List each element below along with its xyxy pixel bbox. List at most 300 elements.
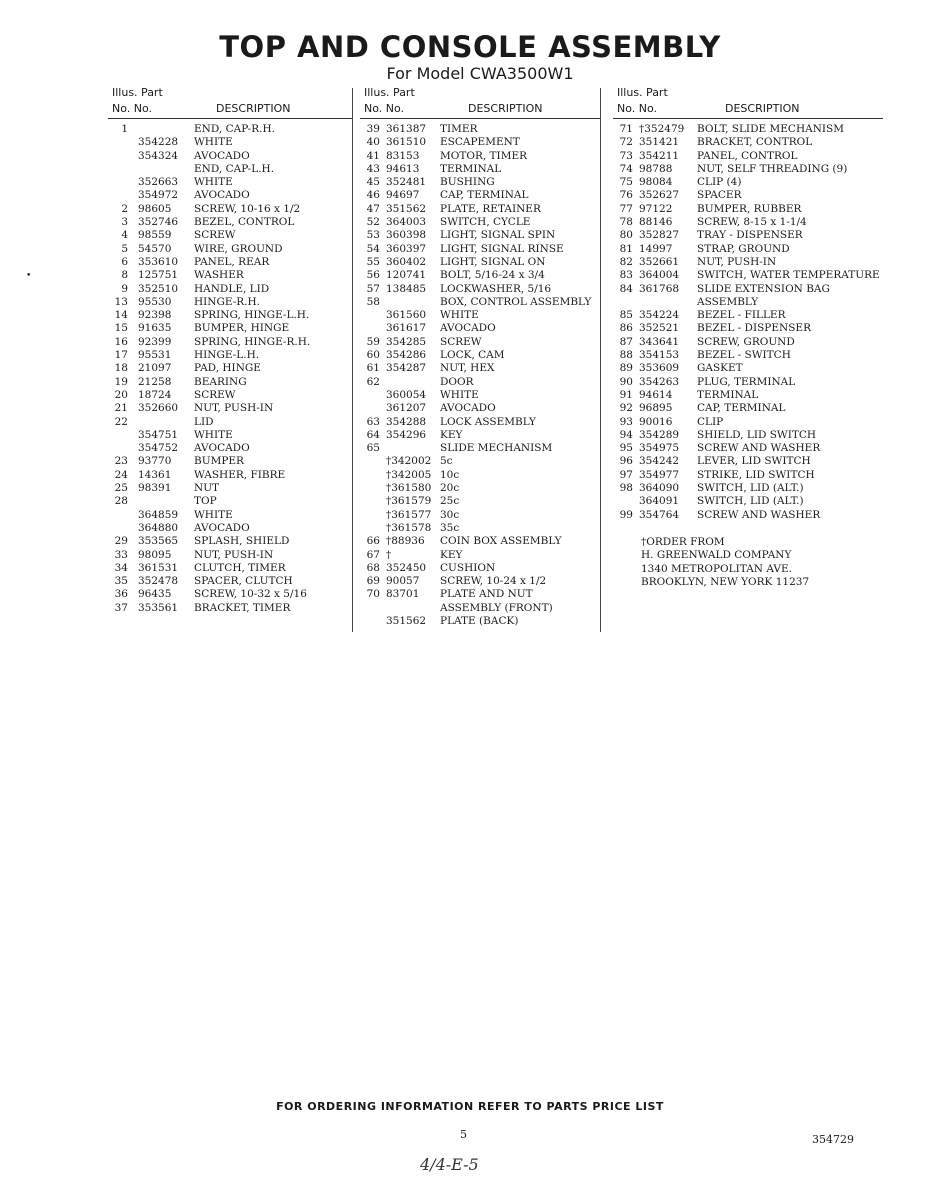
illus-number: 54	[366, 242, 380, 255]
part-description: ASSEMBLY	[697, 295, 759, 308]
part-row	[360, 429, 600, 442]
part-row	[108, 549, 352, 562]
part-description: KEY	[440, 428, 463, 441]
part-description: AVOCADO	[440, 402, 496, 415]
part-number: 353609	[639, 362, 680, 375]
part-row	[108, 522, 352, 535]
part-description: SCREW	[194, 388, 236, 401]
part-description: 30c	[440, 508, 460, 521]
part-row	[360, 615, 600, 628]
part-number: 354288	[386, 415, 427, 428]
part-row	[108, 562, 352, 575]
part-description: NUT, PUSH-IN	[194, 402, 274, 415]
illus-number: 9	[121, 282, 128, 295]
part-number: 354242	[639, 455, 680, 468]
illus-number: 86	[619, 322, 633, 335]
part-row	[613, 309, 883, 322]
part-number: 352827	[639, 229, 680, 242]
part-row	[360, 309, 600, 322]
part-description: SPRING, HINGE-L.H.	[194, 309, 310, 322]
illus-number: 88	[619, 349, 633, 362]
part-row	[108, 495, 352, 508]
illus-number: 41	[366, 149, 380, 162]
part-description: BEZEL - FILLER	[697, 309, 786, 322]
illus-number: 40	[366, 136, 380, 149]
part-row	[360, 402, 600, 415]
ordering-footer: FOR ORDERING INFORMATION REFER TO PARTS PRICE LIST	[276, 1100, 664, 1113]
illus-number: 82	[619, 255, 633, 268]
illus-number: 70	[366, 588, 380, 601]
part-description: COIN BOX ASSEMBLY	[440, 535, 562, 548]
column-divider	[352, 88, 353, 632]
part-description: SCREW, 10-32 x 5/16	[194, 588, 307, 601]
part-row	[108, 455, 352, 468]
part-row	[360, 495, 600, 508]
illus-number: 83	[619, 269, 633, 282]
part-number: 354286	[386, 349, 427, 362]
illus-number: 43	[366, 162, 380, 175]
part-row	[613, 322, 883, 335]
part-description: NUT, HEX	[440, 362, 495, 375]
part-row	[360, 283, 600, 296]
part-number: 98095	[138, 548, 172, 561]
part-description: 5c	[440, 455, 453, 468]
part-number: 125751	[138, 269, 179, 282]
part-number: 352450	[386, 561, 427, 574]
part-number: 18724	[138, 388, 172, 401]
part-row	[613, 495, 883, 508]
illus-number: 96	[619, 455, 633, 468]
part-description: HINGE-R.H.	[194, 295, 261, 308]
header-description: DESCRIPTION	[216, 102, 291, 115]
illus-number: 47	[366, 202, 380, 215]
part-row	[108, 509, 352, 522]
header-illus: Illus. Part	[364, 86, 415, 99]
part-description: SPLASH, SHIELD	[194, 535, 290, 548]
illus-number: 36	[114, 588, 128, 601]
illus-number: 25	[114, 482, 128, 495]
part-number: 364091	[639, 495, 680, 508]
illus-number: 56	[366, 269, 380, 282]
part-number: 354285	[386, 335, 427, 348]
part-number: 354751	[138, 428, 179, 441]
part-number: 94614	[639, 388, 673, 401]
part-description: AVOCADO	[194, 521, 250, 534]
illus-number: 98	[619, 482, 633, 495]
illus-number: 85	[619, 309, 633, 322]
part-number: 352627	[639, 189, 680, 202]
part-description: AVOCADO	[194, 149, 250, 162]
part-number: 93770	[138, 455, 172, 468]
illus-number: 99	[619, 508, 633, 521]
illus-number: 5	[121, 242, 128, 255]
illus-number: 17	[114, 349, 128, 362]
part-description: BUMPER, RUBBER	[697, 202, 802, 215]
part-number: 364003	[386, 216, 427, 229]
part-number: 361560	[386, 309, 427, 322]
part-description: WASHER, FIBRE	[194, 468, 286, 481]
order-from-line: †ORDER FROM	[641, 535, 725, 548]
part-row	[108, 229, 352, 242]
illus-number: 29	[114, 535, 128, 548]
part-number: 361387	[386, 123, 427, 135]
part-description: ESCAPEMENT	[440, 136, 520, 149]
part-number: 354211	[639, 149, 680, 162]
part-description: BRACKET, CONTROL	[697, 136, 813, 149]
part-description: HANDLE, LID	[194, 282, 270, 295]
part-number: 364859	[138, 508, 179, 521]
part-number: 354752	[138, 442, 179, 455]
part-row	[613, 256, 883, 269]
part-number: 98788	[639, 162, 673, 175]
part-number: 351562	[386, 614, 427, 627]
part-row	[108, 216, 352, 229]
part-number: 95530	[138, 295, 172, 308]
part-number: 354224	[639, 309, 680, 322]
illus-number: 6	[121, 255, 128, 268]
part-description: CAP, TERMINAL	[697, 402, 786, 415]
part-number: 95531	[138, 349, 172, 362]
part-number: 98084	[639, 176, 673, 189]
part-number: 88146	[639, 216, 673, 229]
parts-column-3	[613, 86, 883, 589]
part-description: 10c	[440, 468, 460, 481]
illus-number: 94	[619, 428, 633, 441]
part-number: 96895	[639, 402, 673, 415]
illus-number: 53	[366, 229, 380, 242]
part-description: BEZEL - DISPENSER	[697, 322, 811, 335]
part-description: SCREW	[440, 335, 482, 348]
illus-number: 59	[366, 335, 380, 348]
part-row	[108, 602, 352, 615]
part-description: BUMPER, HINGE	[194, 322, 290, 335]
part-description: ASSEMBLY (FRONT)	[440, 601, 553, 614]
part-number: 83153	[386, 149, 420, 162]
part-number: 364090	[639, 482, 680, 495]
parts-list	[360, 123, 600, 628]
part-row	[108, 283, 352, 296]
part-row	[360, 362, 600, 375]
part-description: SPRING, HINGE-R.H.	[194, 335, 311, 348]
illus-number: 20	[114, 388, 128, 401]
part-description: SLIDE MECHANISM	[440, 442, 553, 455]
part-description: SCREW	[194, 229, 236, 242]
illus-number: 90	[619, 375, 633, 388]
part-row	[613, 429, 883, 442]
part-number: 352663	[138, 176, 179, 189]
illus-number: 84	[619, 282, 633, 295]
part-description: SCREW AND WASHER	[697, 442, 821, 455]
part-number: 354263	[639, 375, 680, 388]
part-number: 138485	[386, 282, 427, 295]
part-number: 92399	[138, 335, 172, 348]
order-from-line: BROOKLYN, NEW YORK 11237	[641, 575, 810, 588]
part-number: †361578	[386, 521, 432, 534]
part-row	[108, 269, 352, 282]
part-number: 97122	[639, 202, 673, 215]
part-description: AVOCADO	[440, 322, 496, 335]
part-number: 360402	[386, 255, 427, 268]
part-number: 354228	[138, 136, 179, 149]
illus-number: 55	[366, 255, 380, 268]
part-description: SCREW, 10-24 x 1/2	[440, 575, 547, 588]
illus-number: 61	[366, 362, 380, 375]
part-row	[108, 309, 352, 322]
part-row	[360, 588, 600, 601]
illus-number: 4	[121, 229, 128, 242]
model-subtitle: For Model CWA3500W1	[386, 64, 574, 83]
part-description: WASHER	[194, 269, 244, 282]
part-description: PLATE (BACK)	[440, 614, 519, 627]
page-title: TOP AND CONSOLE ASSEMBLY	[219, 30, 721, 64]
illus-number: 52	[366, 216, 380, 229]
illus-number: 75	[619, 176, 633, 189]
illus-number: 77	[619, 202, 633, 215]
part-number: 364880	[138, 521, 179, 534]
illus-number: 39	[366, 123, 380, 135]
parts-column-1	[108, 86, 352, 615]
part-row	[108, 482, 352, 495]
part-description: END, CAP-R.H.	[194, 123, 275, 135]
header-description: DESCRIPTION	[468, 102, 543, 115]
illus-number: 68	[366, 561, 380, 574]
part-row	[613, 163, 883, 176]
part-row	[360, 296, 600, 309]
part-row	[360, 549, 600, 562]
part-row	[108, 588, 352, 601]
parts-list	[613, 123, 883, 522]
part-row	[108, 469, 352, 482]
part-row	[108, 136, 352, 149]
illus-number: 2	[121, 202, 128, 215]
part-row	[360, 562, 600, 575]
part-description: BUSHING	[440, 176, 495, 189]
illus-number: 65	[366, 442, 380, 455]
illus-number: 67	[366, 548, 380, 561]
header-illus: Illus. Part	[617, 86, 668, 99]
part-number: 98559	[138, 229, 172, 242]
part-row	[360, 442, 600, 455]
header-no: No. No.	[364, 102, 405, 115]
part-row	[360, 416, 600, 429]
part-description: NUT, SELF THREADING (9)	[697, 162, 848, 175]
part-row	[613, 482, 883, 495]
part-row	[613, 216, 883, 229]
part-row	[108, 575, 352, 588]
part-row	[108, 256, 352, 269]
part-number: 14361	[138, 468, 172, 481]
part-description: PANEL, REAR	[194, 255, 270, 268]
illus-number: 74	[619, 162, 633, 175]
illus-number: 46	[366, 189, 380, 202]
part-row	[613, 203, 883, 216]
illus-number: 93	[619, 415, 633, 428]
illus-number: 13	[114, 295, 128, 308]
part-number: 90016	[639, 415, 673, 428]
part-description: WHITE	[194, 176, 233, 189]
illus-number: 57	[366, 282, 380, 295]
part-description: SCREW, 10-16 x 1/2	[194, 202, 301, 215]
parts-column-2	[360, 86, 600, 628]
part-number: 21097	[138, 362, 172, 375]
part-row	[360, 150, 600, 163]
part-number: 361207	[386, 402, 427, 415]
illus-number: 80	[619, 229, 633, 242]
part-row	[613, 349, 883, 362]
illus-number: 62	[366, 375, 380, 388]
illus-number: 22	[114, 415, 128, 428]
part-number: 343641	[639, 335, 680, 348]
part-description: CLUTCH, TIMER	[194, 561, 286, 574]
part-number: 354764	[639, 508, 680, 521]
part-number: 354296	[386, 428, 427, 441]
part-number: †88936	[386, 535, 425, 548]
part-description: TRAY - DISPENSER	[697, 229, 803, 242]
part-number: 91635	[138, 322, 172, 335]
part-row	[613, 283, 883, 296]
part-row	[108, 203, 352, 216]
part-description: NUT	[194, 482, 220, 495]
part-number: 14997	[639, 242, 673, 255]
illus-number: 87	[619, 335, 633, 348]
part-description: BOX, CONTROL ASSEMBLY	[440, 295, 592, 308]
part-row	[360, 256, 600, 269]
part-row	[360, 136, 600, 149]
illus-number: 45	[366, 176, 380, 189]
part-row	[108, 389, 352, 402]
order-from-block	[613, 536, 883, 589]
part-number: 353610	[138, 255, 179, 268]
part-description: SCREW AND WASHER	[697, 508, 821, 521]
illus-number: 69	[366, 575, 380, 588]
part-number: †	[386, 548, 392, 561]
illus-number: 19	[114, 375, 128, 388]
header-illus: Illus. Part	[112, 86, 163, 99]
illus-number: 33	[114, 548, 128, 561]
part-row	[360, 123, 600, 136]
part-description: 25c	[440, 495, 460, 508]
part-number: 352661	[639, 255, 680, 268]
part-row	[360, 469, 600, 482]
illus-number: 76	[619, 189, 633, 202]
illus-number: 14	[114, 309, 128, 322]
part-row	[613, 455, 883, 468]
part-description: SPACER, CLUTCH	[194, 575, 293, 588]
part-description: SPACER	[697, 189, 742, 202]
part-row	[613, 442, 883, 455]
part-number: †361579	[386, 495, 432, 508]
part-number: 354977	[639, 468, 680, 481]
part-row	[108, 150, 352, 163]
part-number: †361580	[386, 482, 432, 495]
part-row	[360, 455, 600, 468]
part-description: GASKET	[697, 362, 743, 375]
part-number: 360397	[386, 242, 427, 255]
part-number: 360054	[386, 388, 427, 401]
part-number: 361531	[138, 561, 179, 574]
part-row	[613, 336, 883, 349]
part-description: STRIKE, LID SWITCH	[697, 468, 815, 481]
part-description: WHITE	[194, 508, 233, 521]
part-row	[360, 349, 600, 362]
part-description: MOTOR, TIMER	[440, 149, 528, 162]
illus-number: 23	[114, 455, 128, 468]
part-description: CAP, TERMINAL	[440, 189, 529, 202]
part-row	[360, 216, 600, 229]
part-row	[360, 229, 600, 242]
part-description: LIGHT, SIGNAL ON	[440, 255, 546, 268]
column-header	[108, 86, 352, 119]
part-description: BUMPER	[194, 455, 244, 468]
part-row	[360, 322, 600, 335]
part-number: 360398	[386, 229, 427, 242]
order-from-line: 1340 METROPOLITAN AVE.	[641, 562, 792, 575]
page-number: 5	[460, 1128, 467, 1141]
part-description: PLATE, RETAINER	[440, 202, 541, 215]
illus-number: 63	[366, 415, 380, 428]
illus-number: 73	[619, 149, 633, 162]
part-description: CLIP	[697, 415, 724, 428]
part-description: CUSHION	[440, 561, 496, 574]
part-row	[360, 163, 600, 176]
part-row	[108, 416, 352, 429]
part-row	[613, 229, 883, 242]
part-row	[613, 189, 883, 202]
part-description: PAD, HINGE	[194, 362, 261, 375]
part-number: 361768	[639, 282, 680, 295]
part-description: SCREW, 8-15 x 1-1/4	[697, 216, 807, 229]
part-row	[613, 269, 883, 282]
part-row	[613, 296, 883, 309]
part-number: 90057	[386, 575, 420, 588]
part-description: AVOCADO	[194, 442, 250, 455]
illus-number: 37	[114, 601, 128, 614]
part-number: 98605	[138, 202, 172, 215]
part-number: 354287	[386, 362, 427, 375]
part-row	[108, 429, 352, 442]
part-description: NUT, PUSH-IN	[697, 255, 777, 268]
part-row	[108, 362, 352, 375]
part-number: †342002	[386, 455, 432, 468]
part-description: LIGHT, SIGNAL SPIN	[440, 229, 556, 242]
part-description: LIGHT, SIGNAL RINSE	[440, 242, 564, 255]
part-row	[613, 389, 883, 402]
illus-number: 1	[121, 123, 128, 135]
part-row	[613, 243, 883, 256]
part-row	[108, 402, 352, 415]
part-description: SWITCH, LID (ALT.)	[697, 482, 804, 495]
part-description: LID	[194, 415, 214, 428]
illus-number: 58	[366, 295, 380, 308]
part-row	[360, 535, 600, 548]
column-divider	[600, 88, 601, 632]
part-row	[108, 296, 352, 309]
part-description: LOCK, CAM	[440, 349, 505, 362]
part-number: †361577	[386, 508, 432, 521]
part-row	[360, 336, 600, 349]
part-row	[613, 136, 883, 149]
part-description: DOOR	[440, 375, 474, 388]
header-no: No. No.	[112, 102, 153, 115]
illus-number: 97	[619, 468, 633, 481]
part-row	[613, 509, 883, 522]
illus-number: 34	[114, 561, 128, 574]
part-description: NUT, PUSH-IN	[194, 548, 274, 561]
part-number: 354324	[138, 149, 179, 162]
header-no: No. No.	[617, 102, 658, 115]
part-description: BOLT, 5/16-24 x 3/4	[440, 269, 545, 282]
part-row	[613, 362, 883, 375]
